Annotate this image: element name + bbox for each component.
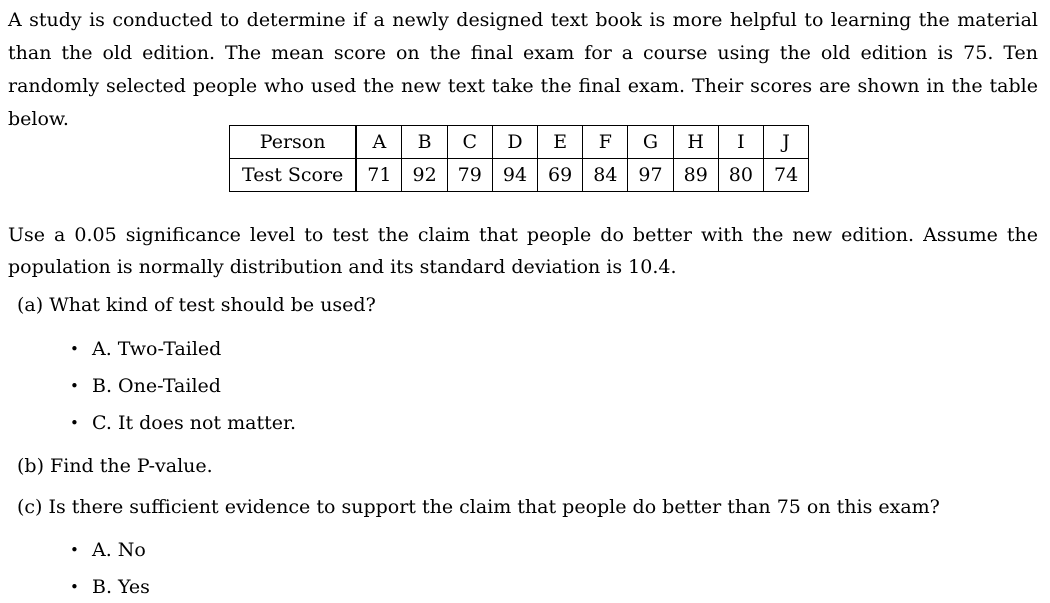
question-a: (a) What kind of test should be used?	[17, 294, 376, 316]
table-header-row	[230, 126, 809, 159]
bullet-icon: •	[70, 578, 79, 596]
score-cell: 80	[718, 159, 763, 192]
table-score-row	[230, 159, 809, 192]
option-c-yes[interactable]	[70, 576, 150, 598]
person-cell: E	[538, 126, 583, 159]
person-cell: J	[763, 126, 808, 159]
option-label: A. No	[92, 539, 146, 561]
question-c: (c) Is there sufficient evidence to support the claim that people do better than 75 on this exam?	[17, 496, 940, 518]
person-cell: B	[402, 126, 447, 159]
person-cell: H	[673, 126, 718, 159]
score-cell: 79	[447, 159, 492, 192]
score-cell: 74	[763, 159, 808, 192]
option-label: B. One-Tailed	[92, 375, 221, 397]
score-cell: 84	[583, 159, 628, 192]
question-b: (b) Find the P-value.	[17, 455, 213, 477]
person-cell: D	[492, 126, 537, 159]
option-c-does-not-matter[interactable]	[70, 412, 296, 434]
option-a-two-tailed[interactable]	[70, 338, 221, 360]
bullet-icon: •	[70, 414, 79, 432]
score-table	[229, 125, 809, 192]
option-c-no[interactable]	[70, 539, 146, 561]
table-header-label: Person	[230, 126, 357, 159]
score-cell: 92	[402, 159, 447, 192]
person-cell: I	[718, 126, 763, 159]
score-cell: 89	[673, 159, 718, 192]
option-label: C. It does not matter.	[92, 412, 296, 434]
instructions: Use a 0.05 significance level to test the claim that people do better with the new edition. Assume the population is normally distribution and its standard deviation is 10.4.	[8, 224, 1038, 278]
option-label: B. Yes	[92, 576, 150, 598]
score-cell: 94	[492, 159, 537, 192]
score-cell: 71	[356, 159, 402, 192]
bullet-icon: •	[70, 340, 79, 358]
score-cell: 69	[538, 159, 583, 192]
person-cell: G	[628, 126, 673, 159]
option-label: A. Two-Tailed	[92, 338, 222, 360]
person-cell: F	[583, 126, 628, 159]
score-cell: 97	[628, 159, 673, 192]
bullet-icon: •	[70, 377, 79, 395]
option-b-one-tailed[interactable]	[70, 375, 221, 397]
problem-intro: A study is conducted to determine if a newly designed text book is more helpful to learning the material than the old edition. The mean score on the final exam for a course using the old edition is 75. Ten randomly selected people who used the new text take the final exam. Their scores are shown in the table below.	[8, 9, 1038, 130]
bullet-icon: •	[70, 541, 79, 559]
person-cell: C	[447, 126, 492, 159]
person-cell: A	[356, 126, 402, 159]
table-row-label: Test Score	[230, 159, 357, 192]
